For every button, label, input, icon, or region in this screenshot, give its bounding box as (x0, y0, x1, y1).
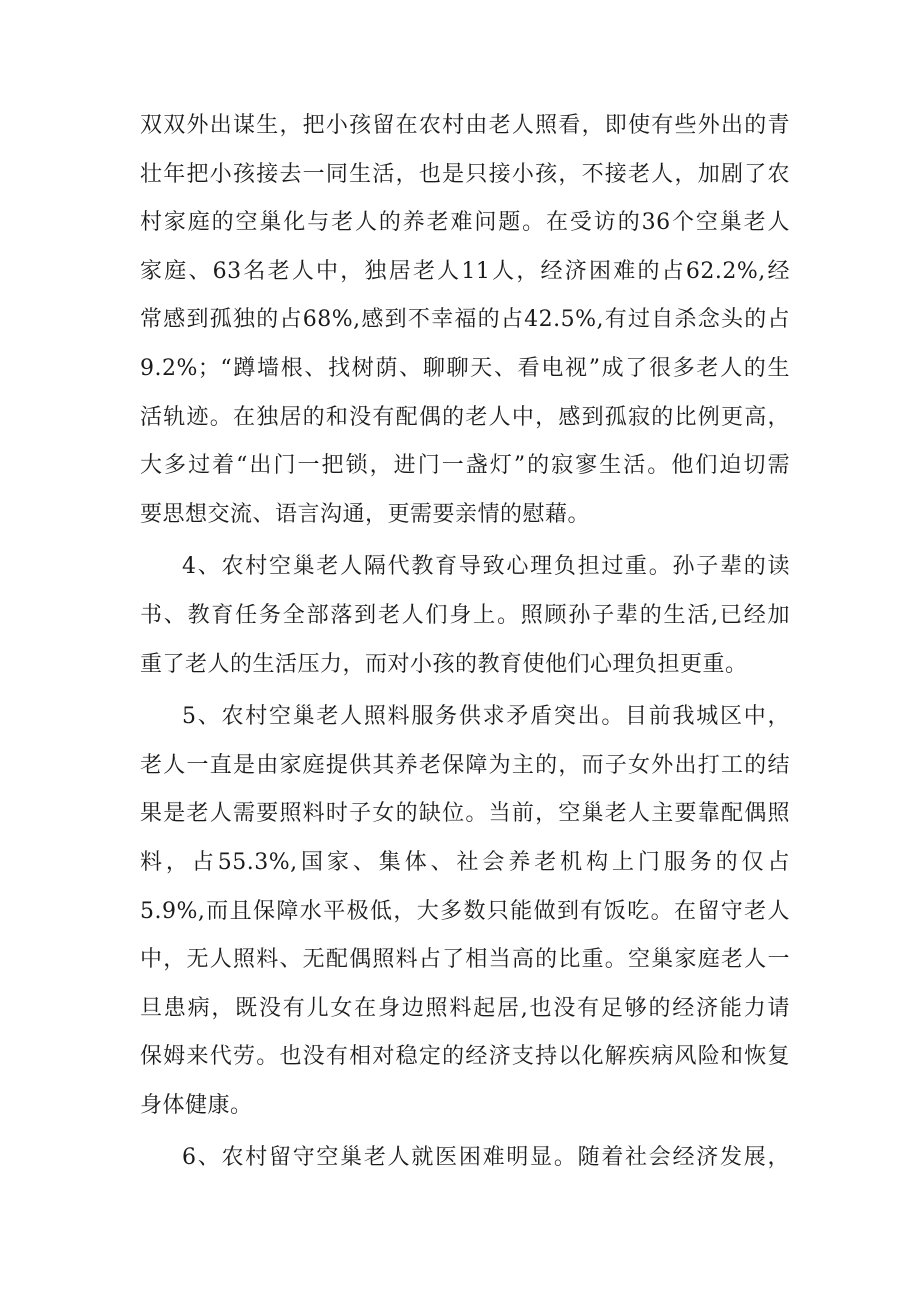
text-line: 身体健康。 (140, 1092, 253, 1118)
paragraph-6-first-line: 6、农村留守空巢老人就医困难明显。随着社会经济发展， (182, 1145, 790, 1171)
paragraph-4-first-line: 4、农村空巢老人隔代教育导致心理负担过重。孙子辈的读 (182, 554, 790, 580)
text-line: 常感到孤独的占68%,感到不幸福的占42.5%,有过自杀念头的占 (140, 307, 790, 333)
text-line: 5.9%,而且保障水平极低，大多数只能做到有饭吃。在留守老人 (140, 898, 790, 924)
text-line: 要思想交流、语言沟通，更需要亲情的慰藉。 (140, 501, 591, 527)
text-line: 料，占55.3%,国家、集体、社会养老机构上门服务的仅占 (140, 849, 790, 875)
text-line: 活轨迹。在独居的和没有配偶的老人中，感到孤寂的比例更高， (140, 404, 790, 430)
text-line: 书、教育任务全部落到老人们身上。照顾孙子辈的生活,已经加 (140, 602, 790, 628)
text-line: 家庭、63名老人中，独居老人11人，经济困难的占62.2%,经 (140, 258, 790, 284)
text-line: 村家庭的空巢化与老人的养老难问题。在受访的36个空巢老人 (140, 210, 790, 236)
text-line: 保姆来代劳。也没有相对稳定的经济支持以化解疾病风险和恢复 (140, 1044, 790, 1070)
text-line: 老人一直是由家庭提供其养老保障为主的，而子女外出打工的结 (140, 752, 790, 778)
body-text (140, 102, 790, 1183)
text-line: 重了老人的生活压力，而对小孩的教育使他们心理负担更重。 (140, 651, 748, 677)
text-line: 双双外出谋生，把小孩留在农村由老人照看，即使有些外出的青 (140, 113, 790, 138)
text-line: 大多过着“出门一把锁，进门一盏灯”的寂寥生活。他们迫切需 (140, 453, 790, 479)
text-line: 旦患病，既没有儿女在身边照料起居,也没有足够的经济能力请 (140, 995, 790, 1021)
text-line: 中，无人照料、无配偶照料占了相当高的比重。空巢家庭老人一 (140, 947, 790, 973)
text-line: 壮年把小孩接去一同生活，也是只接小孩，不接老人，加剧了农 (140, 161, 790, 187)
paragraph-5-first-line: 5、农村空巢老人照料服务供求矛盾突出。目前我城区中， (182, 704, 790, 730)
text-line: 果是老人需要照料时子女的缺位。当前，空巢老人主要靠配偶照 (140, 801, 790, 827)
text-line: 9.2%；“蹲墙根、找树荫、聊聊天、看电视”成了很多老人的生 (140, 355, 790, 381)
